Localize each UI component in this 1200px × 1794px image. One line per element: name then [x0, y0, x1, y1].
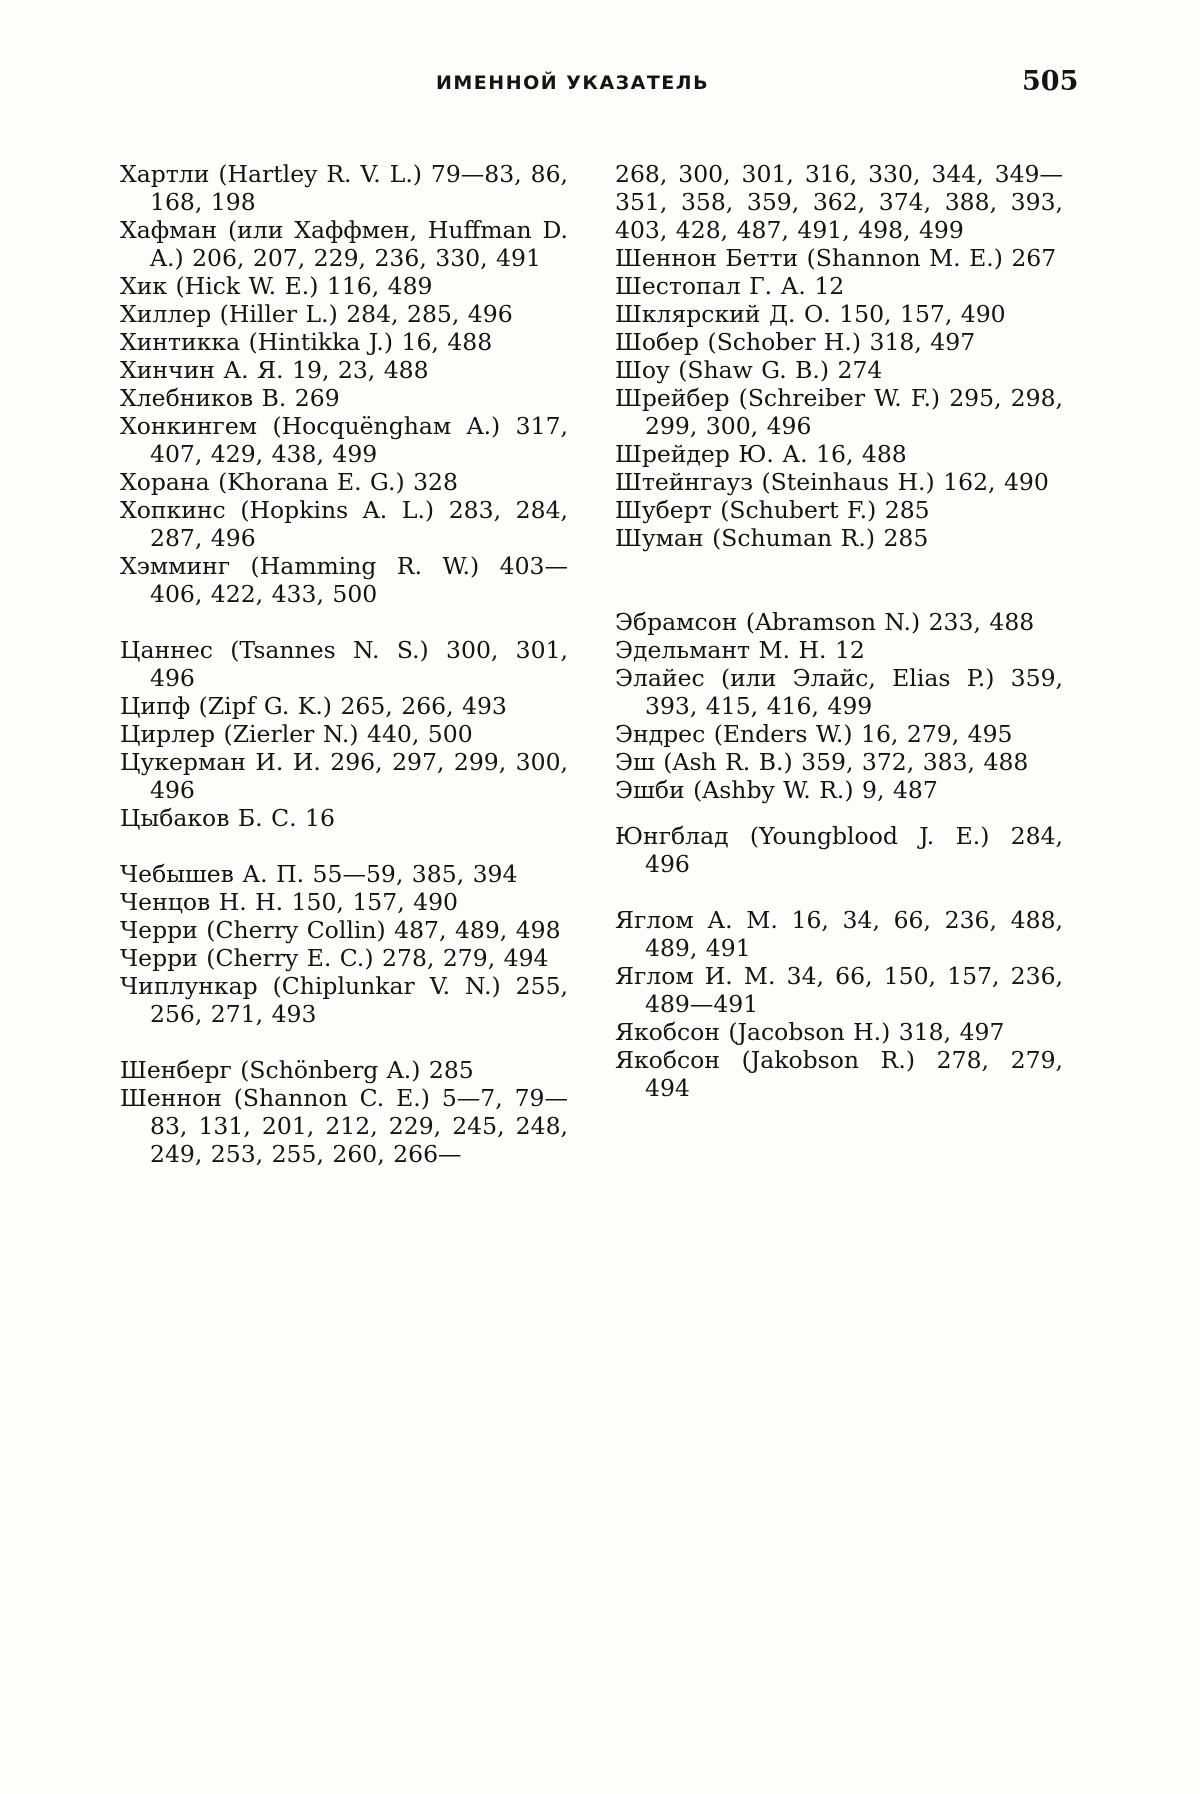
index-entry: Шрейбер (Schreiber W. F.) 295, 298, 299, 300, 496	[615, 384, 1063, 440]
index-group-ya	[615, 906, 1063, 1102]
group-spacer	[120, 832, 568, 860]
index-entry: Шобер (Schober H.) 318, 497	[615, 328, 976, 356]
index-entry: Штейнгауз (Steinhaus H.) 162, 490	[615, 468, 1049, 496]
index-entry: Хопкинс (Hopkins A. L.) 283, 284, 287, 496	[120, 496, 568, 552]
index-entry: Шуман (Schuman R.) 285	[615, 524, 929, 552]
index-group-ts	[120, 636, 568, 832]
index-entry: Хинчин А. Я. 19, 23, 488	[120, 356, 429, 384]
index-entry: Хартли (Hartley R. V. L.) 79—83, 86, 168, 198	[120, 160, 568, 216]
index-entry: Черри (Cherry Collin) 487, 489, 498	[120, 916, 561, 944]
index-entry: Хиллер (Hiller L.) 284, 285, 496	[120, 300, 513, 328]
index-entry: Якобсон (Jacobson H.) 318, 497	[615, 1018, 1005, 1046]
index-entry: Шклярский Д. О. 150, 157, 490	[615, 300, 1006, 328]
index-group-e	[615, 608, 1063, 804]
index-entry: Элайес (или Элайс, Elias P.) 359, 393, 415, 416, 499	[615, 664, 1063, 720]
index-entry: Цыбаков Б. С. 16	[120, 804, 335, 832]
index-group-sh	[120, 1056, 568, 1168]
index-entry: Чиплункар (Chiplunkar V. N.) 255, 256, 271, 493	[120, 972, 568, 1028]
left-column	[120, 160, 568, 1168]
index-entry: Эдельмант М. Н. 12	[615, 636, 865, 664]
running-title: ИМЕННОЙ УКАЗАТЕЛЬ	[436, 72, 710, 94]
index-entry: Хонкингем (Hocquënghaм A.) 317, 407, 429, 438, 499	[120, 412, 568, 468]
index-entry: Эш (Ash R. B.) 359, 372, 383, 488	[615, 748, 1029, 776]
index-entry-continuation: 268, 300, 301, 316, 330, 344, 349—351, 358, 359, 362, 374, 388, 393, 403, 428, 487, 491, 498, 499	[615, 160, 1063, 244]
index-entry: Цаннес (Tsannes N. S.) 300, 301, 496	[120, 636, 568, 692]
index-entry: Шеннон (Shannon C. E.) 5—7, 79—83, 131, 201, 212, 229, 245, 248, 249, 253, 255, 260, 266—	[120, 1084, 568, 1168]
index-entry: Эбрамсон (Abramson N.) 233, 488	[615, 608, 1035, 636]
index-entry: Шрейдер Ю. А. 16, 488	[615, 440, 907, 468]
index-entry: Ципф (Zipf G. K.) 265, 266, 493	[120, 692, 507, 720]
index-entry: Шеннон Бетти (Shannon M. E.) 267	[615, 244, 1057, 272]
index-entry: Яглом А. М. 16, 34, 66, 236, 488, 489, 491	[615, 906, 1063, 962]
group-spacer	[120, 1028, 568, 1056]
group-spacer	[615, 804, 1063, 822]
index-entry: Якобсон (Jakobson R.) 278, 279, 494	[615, 1046, 1063, 1102]
index-entry: Хик (Hick W. E.) 116, 489	[120, 272, 433, 300]
index-entry: Чебышев А. П. 55—59, 385, 394	[120, 860, 518, 888]
index-group-sh-continued	[615, 160, 1063, 552]
index-entry: Хлебников В. 269	[120, 384, 340, 412]
running-head	[0, 66, 1200, 112]
index-entry: Хафман (или Хаффмен, Huffman D. A.) 206, 207, 229, 236, 330, 491	[120, 216, 568, 272]
index-group-kh	[120, 160, 568, 608]
index-entry: Юнгблад (Youngblood J. E.) 284, 496	[615, 822, 1063, 878]
index-entry: Эндрес (Enders W.) 16, 279, 495	[615, 720, 1013, 748]
index-entry: Хорана (Khorana E. G.) 328	[120, 468, 458, 496]
group-spacer	[120, 608, 568, 636]
index-entry: Шестопал Г. А. 12	[615, 272, 845, 300]
index-entry: Ченцов Н. Н. 150, 157, 490	[120, 888, 459, 916]
index-entry: Цукерман И. И. 296, 297, 299, 300, 496	[120, 748, 568, 804]
index-entry: Черри (Cherry E. C.) 278, 279, 494	[120, 944, 549, 972]
page-number: 505	[1022, 66, 1079, 97]
index-entry: Цирлер (Zierler N.) 440, 500	[120, 720, 473, 748]
index-entry: Хэмминг (Hamming R. W.) 403—406, 422, 433, 500	[120, 552, 568, 608]
index-group-ch	[120, 860, 568, 1028]
index-entry: Яглом И. М. 34, 66, 150, 157, 236, 489—491	[615, 962, 1063, 1018]
group-spacer	[615, 552, 1063, 608]
index-entry: Шоу (Shaw G. B.) 274	[615, 356, 883, 384]
index-group-yu	[615, 822, 1063, 878]
group-spacer	[615, 878, 1063, 906]
index-entry: Шуберт (Schubert F.) 285	[615, 496, 930, 524]
index-entry: Эшби (Ashby W. R.) 9, 487	[615, 776, 938, 804]
index-entry: Шенберг (Schönberg A.) 285	[120, 1056, 474, 1084]
index-entry: Хинтикка (Hintikka J.) 16, 488	[120, 328, 493, 356]
right-column	[615, 160, 1063, 1102]
